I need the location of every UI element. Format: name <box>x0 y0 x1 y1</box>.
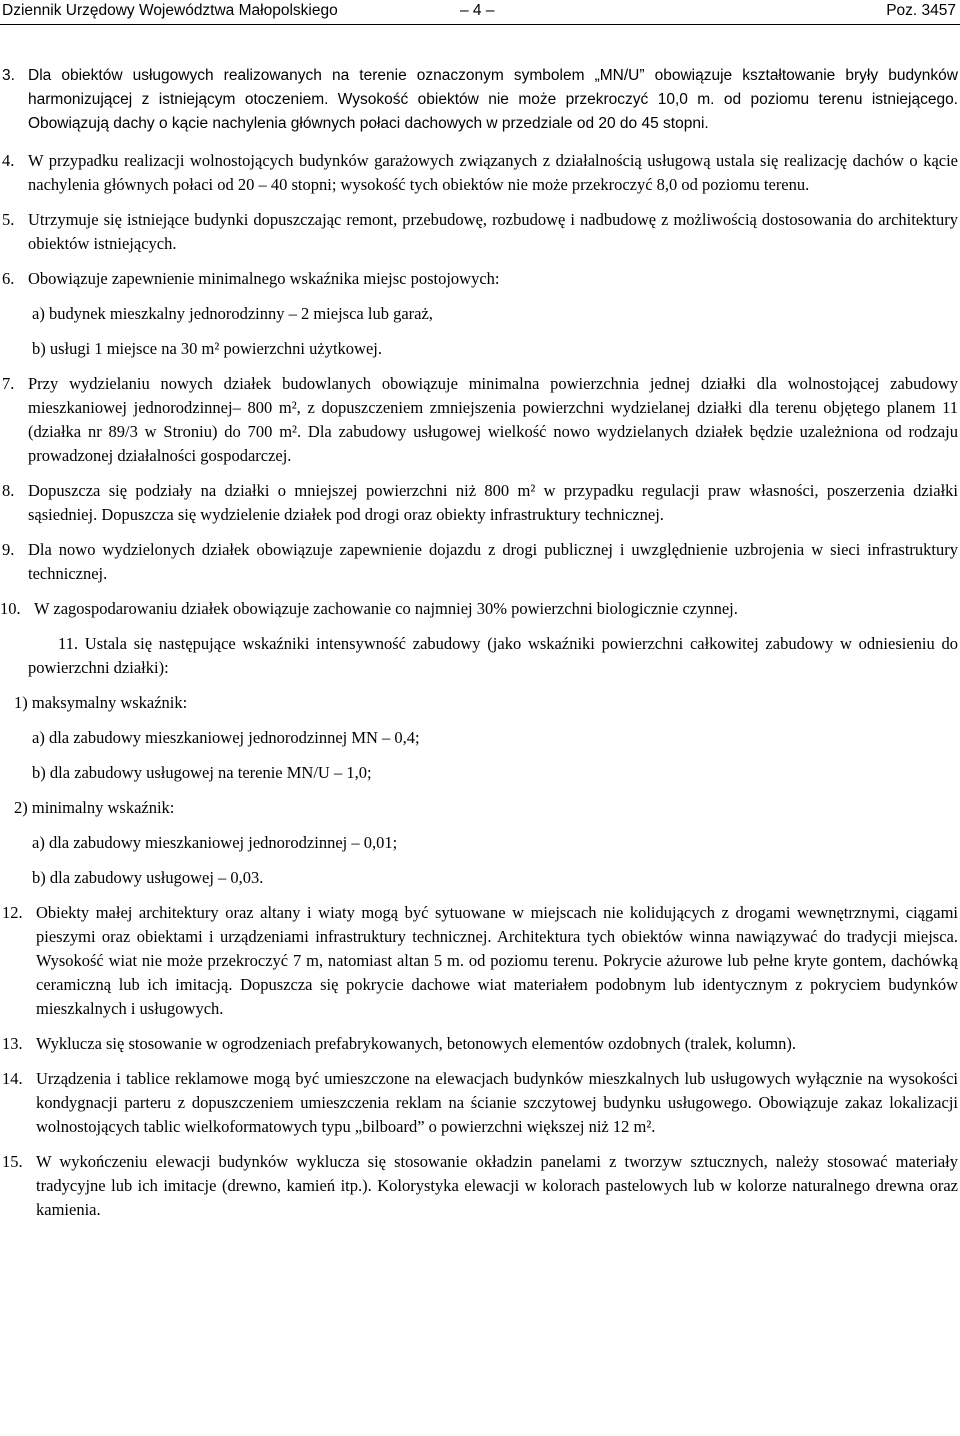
page-header <box>0 0 960 25</box>
min-indicator-a: a) dla zabudowy mieszkaniowej jednorodzinnej – 0,01; <box>32 833 398 852</box>
paragraph-number: 13. <box>2 1034 23 1053</box>
paragraph-number: 3. <box>2 67 15 84</box>
paragraph-text: Urządzenia i tablice reklamowe mogą być umieszczone na elewacjach budynków mieszkalnych lub usługowych wyłącznie na wysokości kondygnacji parteru z dopuszczeniem umieszczenia reklam na ścianie szczytowej budynku usługowego. Obowiązuje zakaz lokalizacji wolnostojących tablic wielkoformatowych typu „bilboard” o powierzchni większej niż 12 m². <box>36 1069 958 1136</box>
paragraph-number: 11. <box>58 634 79 653</box>
paragraph-6 <box>2 267 958 291</box>
page-number: – 4 – <box>460 2 495 19</box>
paragraph-8 <box>2 479 958 527</box>
paragraph-text: Utrzymuje się istniejące budynki dopuszczając remont, przebudowę, rozbudowę i nadbudowę z możliwością dostosowania do architektury obiektów istniejących. <box>28 210 958 253</box>
document-body <box>0 64 959 1222</box>
paragraph-text: W przypadku realizacji wolnostojących budynków garażowych związanych z działalnością usługową ustala się realizację dachów o kącie nachylenia głównych połaci od 20 – 40 stopni; wysokość tych obiektów nie może przekroczyć 8,0 od poziomu terenu. <box>28 151 958 194</box>
paragraph-text: Dopuszcza się podziały na działki o mniejszej powierzchni niż 800 m² w przypadku regulacji praw własności, poszerzenia działki sąsiedniej. Dopuszcza się wydzielenie działek pod drogi oraz obiekty infrastruktury technicznej. <box>28 481 958 524</box>
min-indicator-b: b) dla zabudowy usługowej – 0,03. <box>32 868 264 887</box>
position-number: Poz. 3457 <box>886 2 956 19</box>
paragraph-number: 4. <box>2 151 15 170</box>
journal-title: Dziennik Urzędowy Województwa Małopolskiego <box>2 2 338 19</box>
paragraph-text: W zagospodarowaniu działek obowiązuje zachowanie co najmniej 30% powierzchni biologicznie czynnej. <box>34 599 738 618</box>
paragraph-number: 7. <box>2 374 15 393</box>
paragraph-text: Dla nowo wydzielonych działek obowiązuje zapewnienie dojazdu z drogi publicznej i uwzględnienie uzbrojenia w sieci infrastruktury technicznej. <box>28 540 958 583</box>
paragraph-text: Obowiązuje zapewnienie minimalnego wskaźnika miejsc postojowych: <box>28 269 500 288</box>
paragraph-number: 10. <box>0 599 21 618</box>
paragraph-13 <box>2 1032 958 1056</box>
min-indicator-label: 2) minimalny wskaźnik: <box>14 798 175 817</box>
paragraph-number: 6. <box>2 269 15 288</box>
paragraph-text: Przy wydzielaniu nowych działek budowlanych obowiązuje minimalna powierzchnia jednej działki dla wolnostojącej zabudowy mieszkaniowej jednorodzinnej– 800 m², z dopuszczeniem zmniejszenia powierzchni wydzielanej działki dla terenu objętego planem 11 (działka nr 89/3 w Stroniu) do 700 m². Dla zabudowy usługowej wielkość nowo wydzielanych działek będzie uzależniona od rodzaju prowadzonej działalności gospodarczej. <box>28 374 958 465</box>
paragraph-number: 8. <box>2 481 15 500</box>
max-indicator-label: 1) maksymalny wskaźnik: <box>14 693 188 712</box>
paragraph-3 <box>2 64 958 136</box>
paragraph-number: 14. <box>2 1069 23 1088</box>
paragraph-text: Wyklucza się stosowanie w ogrodzeniach prefabrykowanych, betonowych elementów ozdobnych (tralek, kolumn). <box>36 1034 797 1053</box>
paragraph-text: Dla obiektów usługowych realizowanych na terenie oznaczonym symbolem „MN/U” obowiązuje kształtowanie bryły budynków harmonizującej z istniejącym otoczeniem. Wysokość obiektów nie może przekroczyć 10,0 m. od poziomu terenu istniejącego. Obowiązują dachy o kącie nachylenia głównych połaci dachowych w przedziale od 20 do 45 stopni. <box>28 67 958 132</box>
paragraph-text: Obiekty małej architektury oraz altany i wiaty mogą być sytuowane w miejscach nie kolidujących z drogami wewnętrznymi, ciągami pieszymi oraz obiektami i urządzeniami infrastruktury technicznej. Architektura tych obiektów winna nawiązywać do tradycji miejsca. Wysokość wiat nie może przekroczyć 7 m, natomiast altan 5 m. od poziomu terenu. Pokrycie ażurowe lub pełne kryte gontem, dachówką ceramiczną lub ich imitacją. Dopuszcza się pokrycie dachowe wiat materiałem podobnym lub identycznym z pokryciem budynków mieszkalnych i usługowych. <box>36 903 958 1018</box>
paragraph-5 <box>2 208 958 256</box>
paragraph-7 <box>2 372 958 468</box>
max-indicator-a: a) dla zabudowy mieszkaniowej jednorodzinnej MN – 0,4; <box>32 728 420 747</box>
paragraph-text: Ustala się następujące wskaźniki intensywność zabudowy (jako wskaźniki powierzchni całkowitej zabudowy w odniesieniu do powierzchni działki): <box>28 634 959 677</box>
paragraph-14 <box>2 1067 958 1139</box>
parking-item-a: a) budynek mieszkalny jednorodzinny – 2 miejsca lub garaż, <box>32 304 433 323</box>
paragraph-4 <box>2 149 958 197</box>
paragraph-number: 5. <box>2 210 15 229</box>
paragraph-12 <box>2 901 958 1021</box>
paragraph-11 <box>28 632 958 680</box>
paragraph-text: W wykończeniu elewacji budynków wyklucza się stosowanie okładzin panelami z tworzyw sztucznych, należy stosować materiały tradycyjne lub ich imitacje (drewno, kamień itp.). Kolorystyka elewacji w kolorach pastelowych lub w kolorze naturalnego drewna oraz kamienia. <box>36 1152 958 1219</box>
max-indicator-b: b) dla zabudowy usługowej na terenie MN/U – 1,0; <box>32 763 372 782</box>
paragraph-number: 12. <box>2 903 23 922</box>
paragraph-15 <box>2 1150 958 1222</box>
parking-item-b: b) usługi 1 miejsce na 30 m² powierzchni użytkowej. <box>32 339 382 358</box>
paragraph-10 <box>0 597 958 621</box>
paragraph-number: 15. <box>2 1152 23 1171</box>
paragraph-number: 9. <box>2 540 15 559</box>
paragraph-9 <box>2 538 958 586</box>
